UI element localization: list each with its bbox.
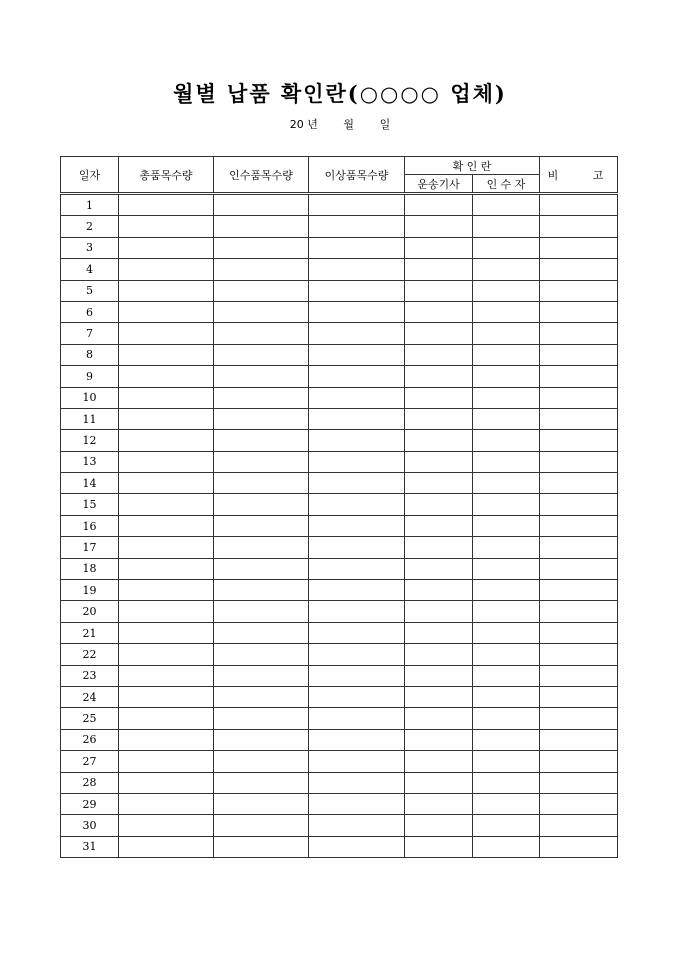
- total-qty-cell[interactable]: [119, 323, 214, 344]
- day-cell: 7: [61, 323, 119, 344]
- table-row: [61, 644, 618, 665]
- day-cell: 28: [61, 772, 119, 793]
- day-cell: 25: [61, 708, 119, 729]
- receiver-cell[interactable]: [473, 729, 540, 750]
- defect-qty-cell[interactable]: [309, 815, 405, 836]
- remarks-cell[interactable]: [540, 558, 618, 579]
- defect-qty-cell[interactable]: [309, 644, 405, 665]
- table-row: [61, 729, 618, 750]
- driver-cell[interactable]: [405, 387, 473, 408]
- table-row: [61, 473, 618, 494]
- total-qty-cell[interactable]: [119, 473, 214, 494]
- header-remarks-label: 비 고: [547, 168, 610, 182]
- receiver-cell[interactable]: [473, 344, 540, 365]
- day-cell: 2: [61, 216, 119, 237]
- receiver-cell[interactable]: [473, 301, 540, 322]
- table-row: [61, 280, 618, 301]
- remarks-cell[interactable]: [540, 665, 618, 686]
- day-cell: 19: [61, 580, 119, 601]
- remarks-cell[interactable]: [540, 194, 618, 216]
- day-cell: 14: [61, 473, 119, 494]
- defect-qty-cell[interactable]: [309, 344, 405, 365]
- driver-cell[interactable]: [405, 259, 473, 280]
- driver-cell[interactable]: [405, 515, 473, 536]
- received-qty-cell[interactable]: [214, 751, 309, 772]
- header-total-qty: 총품목수량: [119, 157, 214, 194]
- table-row: [61, 537, 618, 558]
- table-row: [61, 237, 618, 258]
- day-cell: 29: [61, 793, 119, 814]
- received-qty-cell[interactable]: [214, 494, 309, 515]
- table-row: [61, 601, 618, 622]
- date-line: [0, 116, 680, 132]
- day-cell: 1: [61, 194, 119, 216]
- table-row: [61, 708, 618, 729]
- driver-cell[interactable]: [405, 622, 473, 643]
- table-row: [61, 836, 618, 857]
- total-qty-cell[interactable]: [119, 537, 214, 558]
- driver-cell[interactable]: [405, 237, 473, 258]
- remarks-cell[interactable]: [540, 622, 618, 643]
- receiver-cell[interactable]: [473, 772, 540, 793]
- received-qty-cell[interactable]: [214, 622, 309, 643]
- header-receiver: 인 수 자: [473, 175, 540, 194]
- total-qty-cell[interactable]: [119, 772, 214, 793]
- driver-cell[interactable]: [405, 494, 473, 515]
- driver-cell[interactable]: [405, 836, 473, 857]
- table-row: [61, 665, 618, 686]
- total-qty-cell[interactable]: [119, 601, 214, 622]
- total-qty-cell[interactable]: [119, 729, 214, 750]
- remarks-cell[interactable]: [540, 344, 618, 365]
- defect-qty-cell[interactable]: [309, 451, 405, 472]
- date-month: 월: [343, 118, 355, 131]
- driver-cell[interactable]: [405, 686, 473, 707]
- driver-cell[interactable]: [405, 366, 473, 387]
- receiver-cell[interactable]: [473, 494, 540, 515]
- defect-qty-cell[interactable]: [309, 194, 405, 216]
- defect-qty-cell[interactable]: [309, 772, 405, 793]
- total-qty-cell[interactable]: [119, 644, 214, 665]
- total-qty-cell[interactable]: [119, 708, 214, 729]
- day-cell: 15: [61, 494, 119, 515]
- remarks-cell[interactable]: [540, 451, 618, 472]
- total-qty-cell[interactable]: [119, 216, 214, 237]
- day-cell: 5: [61, 280, 119, 301]
- received-qty-cell[interactable]: [214, 815, 309, 836]
- receiver-cell[interactable]: [473, 387, 540, 408]
- received-qty-cell[interactable]: [214, 473, 309, 494]
- defect-qty-cell[interactable]: [309, 323, 405, 344]
- total-qty-cell[interactable]: [119, 751, 214, 772]
- day-cell: 13: [61, 451, 119, 472]
- driver-cell[interactable]: [405, 815, 473, 836]
- remarks-cell[interactable]: [540, 237, 618, 258]
- day-cell: 31: [61, 836, 119, 857]
- total-qty-cell[interactable]: [119, 451, 214, 472]
- table-row: [61, 408, 618, 429]
- date-day: 일: [379, 118, 391, 131]
- driver-cell[interactable]: [405, 280, 473, 301]
- remarks-cell[interactable]: [540, 387, 618, 408]
- remarks-cell[interactable]: [540, 301, 618, 322]
- header-defect-qty: 이상품목수량: [309, 157, 405, 194]
- day-cell: 27: [61, 751, 119, 772]
- defect-qty-cell[interactable]: [309, 366, 405, 387]
- defect-qty-cell[interactable]: [309, 601, 405, 622]
- receiver-cell[interactable]: [473, 194, 540, 216]
- header-day: 일자: [61, 157, 119, 194]
- total-qty-cell[interactable]: [119, 259, 214, 280]
- received-qty-cell[interactable]: [214, 280, 309, 301]
- table-row: [61, 344, 618, 365]
- day-cell: 30: [61, 815, 119, 836]
- driver-cell[interactable]: [405, 451, 473, 472]
- defect-qty-cell[interactable]: [309, 494, 405, 515]
- day-cell: 9: [61, 366, 119, 387]
- remarks-cell[interactable]: [540, 729, 618, 750]
- table-row: [61, 323, 618, 344]
- driver-cell[interactable]: [405, 644, 473, 665]
- receiver-cell[interactable]: [473, 708, 540, 729]
- defect-qty-cell[interactable]: [309, 751, 405, 772]
- remarks-cell[interactable]: [540, 473, 618, 494]
- driver-cell[interactable]: [405, 793, 473, 814]
- received-qty-cell[interactable]: [214, 430, 309, 451]
- receiver-cell[interactable]: [473, 815, 540, 836]
- receiver-cell[interactable]: [473, 430, 540, 451]
- received-qty-cell[interactable]: [214, 216, 309, 237]
- driver-cell[interactable]: [405, 430, 473, 451]
- defect-qty-cell[interactable]: [309, 622, 405, 643]
- defect-qty-cell[interactable]: [309, 558, 405, 579]
- receiver-cell[interactable]: [473, 259, 540, 280]
- remarks-cell[interactable]: [540, 537, 618, 558]
- total-qty-cell[interactable]: [119, 344, 214, 365]
- driver-cell[interactable]: [405, 323, 473, 344]
- received-qty-cell[interactable]: [214, 408, 309, 429]
- day-cell: 26: [61, 729, 119, 750]
- header-received-qty: 인수품목수량: [214, 157, 309, 194]
- table-row: [61, 216, 618, 237]
- received-qty-cell[interactable]: [214, 537, 309, 558]
- remarks-cell[interactable]: [540, 430, 618, 451]
- received-qty-cell[interactable]: [214, 772, 309, 793]
- remarks-cell[interactable]: [540, 280, 618, 301]
- remarks-cell[interactable]: [540, 580, 618, 601]
- total-qty-cell[interactable]: [119, 280, 214, 301]
- driver-cell[interactable]: [405, 751, 473, 772]
- defect-qty-cell[interactable]: [309, 708, 405, 729]
- receiver-cell[interactable]: [473, 408, 540, 429]
- day-cell: 6: [61, 301, 119, 322]
- received-qty-cell[interactable]: [214, 194, 309, 216]
- table-row: [61, 387, 618, 408]
- table-row: [61, 194, 618, 216]
- remarks-cell[interactable]: [540, 494, 618, 515]
- receiver-cell[interactable]: [473, 473, 540, 494]
- driver-cell[interactable]: [405, 580, 473, 601]
- receiver-cell[interactable]: [473, 665, 540, 686]
- total-qty-cell[interactable]: [119, 515, 214, 536]
- day-cell: 20: [61, 601, 119, 622]
- receiver-cell[interactable]: [473, 558, 540, 579]
- remarks-cell[interactable]: [540, 366, 618, 387]
- driver-cell[interactable]: [405, 537, 473, 558]
- total-qty-cell[interactable]: [119, 815, 214, 836]
- total-qty-cell[interactable]: [119, 430, 214, 451]
- received-qty-cell[interactable]: [214, 344, 309, 365]
- total-qty-cell[interactable]: [119, 408, 214, 429]
- total-qty-cell[interactable]: [119, 836, 214, 857]
- remarks-cell[interactable]: [540, 751, 618, 772]
- day-cell: 10: [61, 387, 119, 408]
- driver-cell[interactable]: [405, 601, 473, 622]
- driver-cell[interactable]: [405, 772, 473, 793]
- received-qty-cell[interactable]: [214, 836, 309, 857]
- delivery-table: [60, 156, 618, 858]
- remarks-cell[interactable]: [540, 686, 618, 707]
- table-body: [61, 194, 618, 858]
- day-cell: 12: [61, 430, 119, 451]
- received-qty-cell[interactable]: [214, 323, 309, 344]
- defect-qty-cell[interactable]: [309, 216, 405, 237]
- total-qty-cell[interactable]: [119, 665, 214, 686]
- day-cell: 17: [61, 537, 119, 558]
- received-qty-cell[interactable]: [214, 729, 309, 750]
- table-row: [61, 622, 618, 643]
- driver-cell[interactable]: [405, 729, 473, 750]
- day-cell: 3: [61, 237, 119, 258]
- table-row: [61, 301, 618, 322]
- defect-qty-cell[interactable]: [309, 537, 405, 558]
- day-cell: 21: [61, 622, 119, 643]
- table-row: [61, 366, 618, 387]
- driver-cell[interactable]: [405, 708, 473, 729]
- total-qty-cell[interactable]: [119, 194, 214, 216]
- total-qty-cell[interactable]: [119, 366, 214, 387]
- total-qty-cell[interactable]: [119, 387, 214, 408]
- received-qty-cell[interactable]: [214, 686, 309, 707]
- receiver-cell[interactable]: [473, 537, 540, 558]
- defect-qty-cell[interactable]: [309, 387, 405, 408]
- remarks-cell[interactable]: [540, 836, 618, 857]
- header-remarks: [540, 157, 618, 194]
- day-cell: 23: [61, 665, 119, 686]
- date-year: 20 년: [289, 118, 318, 131]
- receiver-cell[interactable]: [473, 622, 540, 643]
- received-qty-cell[interactable]: [214, 708, 309, 729]
- day-cell: 16: [61, 515, 119, 536]
- header-driver: 운송기사: [405, 175, 473, 194]
- receiver-cell[interactable]: [473, 793, 540, 814]
- receiver-cell[interactable]: [473, 451, 540, 472]
- total-qty-cell[interactable]: [119, 494, 214, 515]
- table-row: [61, 793, 618, 814]
- table-row: [61, 686, 618, 707]
- total-qty-cell[interactable]: [119, 558, 214, 579]
- table-row: [61, 751, 618, 772]
- driver-cell[interactable]: [405, 558, 473, 579]
- defect-qty-cell[interactable]: [309, 237, 405, 258]
- table-row: [61, 515, 618, 536]
- remarks-cell[interactable]: [540, 708, 618, 729]
- table-row: [61, 259, 618, 280]
- received-qty-cell[interactable]: [214, 451, 309, 472]
- driver-cell[interactable]: [405, 216, 473, 237]
- received-qty-cell[interactable]: [214, 237, 309, 258]
- receiver-cell[interactable]: [473, 601, 540, 622]
- driver-cell[interactable]: [405, 408, 473, 429]
- driver-cell[interactable]: [405, 665, 473, 686]
- table-row: [61, 580, 618, 601]
- day-cell: 22: [61, 644, 119, 665]
- day-cell: 11: [61, 408, 119, 429]
- day-cell: 8: [61, 344, 119, 365]
- table-row: [61, 494, 618, 515]
- day-cell: 24: [61, 686, 119, 707]
- remarks-cell[interactable]: [540, 793, 618, 814]
- driver-cell[interactable]: [405, 301, 473, 322]
- receiver-cell[interactable]: [473, 751, 540, 772]
- page-title: 월별 납품 확인란(○○○○ 업체): [173, 81, 507, 106]
- remarks-cell[interactable]: [540, 259, 618, 280]
- receiver-cell[interactable]: [473, 366, 540, 387]
- total-qty-cell[interactable]: [119, 686, 214, 707]
- header-confirm: 확 인 란: [405, 157, 540, 175]
- received-qty-cell[interactable]: [214, 366, 309, 387]
- total-qty-cell[interactable]: [119, 580, 214, 601]
- remarks-cell[interactable]: [540, 323, 618, 344]
- received-qty-cell[interactable]: [214, 558, 309, 579]
- received-qty-cell[interactable]: [214, 387, 309, 408]
- receiver-cell[interactable]: [473, 836, 540, 857]
- remarks-cell[interactable]: [540, 644, 618, 665]
- remarks-cell[interactable]: [540, 601, 618, 622]
- total-qty-cell[interactable]: [119, 622, 214, 643]
- defect-qty-cell[interactable]: [309, 430, 405, 451]
- driver-cell[interactable]: [405, 344, 473, 365]
- receiver-cell[interactable]: [473, 323, 540, 344]
- receiver-cell[interactable]: [473, 580, 540, 601]
- defect-qty-cell[interactable]: [309, 793, 405, 814]
- table-row: [61, 451, 618, 472]
- day-cell: 4: [61, 259, 119, 280]
- received-qty-cell[interactable]: [214, 515, 309, 536]
- defect-qty-cell[interactable]: [309, 259, 405, 280]
- defect-qty-cell[interactable]: [309, 301, 405, 322]
- received-qty-cell[interactable]: [214, 644, 309, 665]
- table-row: [61, 815, 618, 836]
- received-qty-cell[interactable]: [214, 301, 309, 322]
- table-row: [61, 430, 618, 451]
- received-qty-cell[interactable]: [214, 601, 309, 622]
- defect-qty-cell[interactable]: [309, 686, 405, 707]
- remarks-cell[interactable]: [540, 772, 618, 793]
- remarks-cell[interactable]: [540, 515, 618, 536]
- received-qty-cell[interactable]: [214, 793, 309, 814]
- receiver-cell[interactable]: [473, 216, 540, 237]
- defect-qty-cell[interactable]: [309, 580, 405, 601]
- receiver-cell[interactable]: [473, 280, 540, 301]
- table-row: [61, 558, 618, 579]
- driver-cell[interactable]: [405, 194, 473, 216]
- defect-qty-cell[interactable]: [309, 473, 405, 494]
- defect-qty-cell[interactable]: [309, 665, 405, 686]
- day-cell: 18: [61, 558, 119, 579]
- total-qty-cell[interactable]: [119, 301, 214, 322]
- defect-qty-cell[interactable]: [309, 408, 405, 429]
- total-qty-cell[interactable]: [119, 237, 214, 258]
- defect-qty-cell[interactable]: [309, 280, 405, 301]
- total-qty-cell[interactable]: [119, 793, 214, 814]
- remarks-cell[interactable]: [540, 408, 618, 429]
- receiver-cell[interactable]: [473, 237, 540, 258]
- table-row: [61, 772, 618, 793]
- receiver-cell[interactable]: [473, 686, 540, 707]
- received-qty-cell[interactable]: [214, 580, 309, 601]
- defect-qty-cell[interactable]: [309, 836, 405, 857]
- received-qty-cell[interactable]: [214, 665, 309, 686]
- defect-qty-cell[interactable]: [309, 515, 405, 536]
- remarks-cell[interactable]: [540, 815, 618, 836]
- receiver-cell[interactable]: [473, 515, 540, 536]
- received-qty-cell[interactable]: [214, 259, 309, 280]
- receiver-cell[interactable]: [473, 644, 540, 665]
- defect-qty-cell[interactable]: [309, 729, 405, 750]
- driver-cell[interactable]: [405, 473, 473, 494]
- remarks-cell[interactable]: [540, 216, 618, 237]
